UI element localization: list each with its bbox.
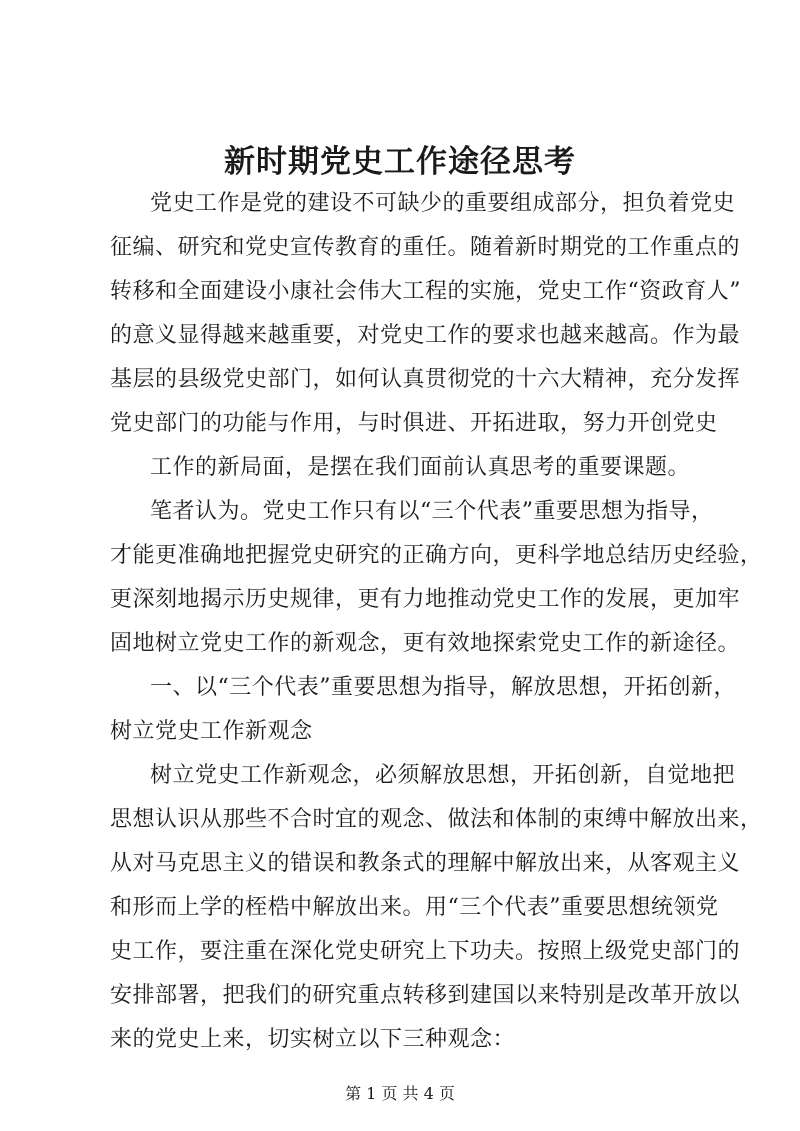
text-line: 思想认识从那些不合时宜的观念、做法和体制的束缚中解放出来， [110, 807, 763, 832]
page-number-footer: 第 1 页 共 4 页 [345, 1084, 455, 1103]
text-line: 征编、研究和党史宣传教育的重任。随着新时期党的工作重点的 [110, 235, 741, 260]
text-line: 转移和全面建设小康社会伟大工程的实施，党史工作“资政育人” [110, 279, 741, 304]
text-line: 更深刻地揭示历史规律，更有力地推动党史工作的发展，更加牢 [110, 587, 741, 612]
text-line: 安排部署，把我们的研究重点转移到建国以来特别是改革开放以 [110, 983, 741, 1008]
text-line: 笔者认为。党史工作只有以“三个代表”重要思想为指导， [150, 499, 714, 524]
text-line: 史工作，要注重在深化党史研究上下功夫。按照上级党史部门的 [110, 939, 741, 964]
text-line: 工作的新局面，是摆在我们面前认真思考的重要课题。 [150, 455, 691, 480]
text-line: 固地树立党史工作的新观念，更有效地探索党史工作的新途径。 [110, 631, 741, 656]
text-line: 党史部门的功能与作用，与时俱进、开拓进取，努力开创党史 [110, 411, 718, 436]
text-line: 和形而上学的桎梏中解放出来。用“三个代表”重要思想统领党 [110, 895, 719, 920]
text-line: 来的党史上来，切实树立以下三种观念： [110, 1027, 516, 1052]
section-heading: 一、以“三个代表”重要思想为指导，解放思想，开拓创新， [150, 675, 736, 700]
section-heading: 树立党史工作新观念 [110, 719, 313, 744]
text-line: 才能更准确地把握党史研究的正确方向，更科学地总结历史经验， [110, 543, 763, 568]
text-line: 树立党史工作新观念，必须解放思想，开拓创新，自觉地把 [150, 763, 736, 788]
text-line: 基层的县级党史部门，如何认真贯彻党的十六大精神，充分发挥 [110, 367, 741, 392]
document-title: 新时期党史工作途径思考 [224, 144, 576, 180]
text-line: 党史工作是党的建设不可缺少的重要组成部分，担负着党史 [150, 191, 736, 216]
text-line: 的意义显得越来越重要，对党史工作的要求也越来越高。作为最 [110, 323, 741, 348]
text-line: 从对马克思主义的错误和教条式的理解中解放出来，从客观主义 [110, 851, 741, 876]
